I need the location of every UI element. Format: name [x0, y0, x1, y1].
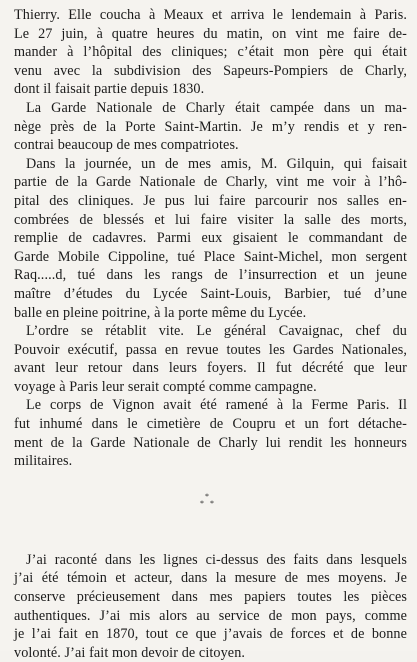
- paragraph-1: [14, 6, 407, 99]
- paragraph-6: [14, 551, 407, 662]
- text-line: remplie de cadavres. Parmi eux gisaient le commandant de: [14, 230, 407, 247]
- text-line: combrées de blessés et lui faire visiter la salle des morts,: [14, 211, 407, 228]
- text-line: avant leur retour dans leurs foyers. Il fut décrété que leur: [14, 360, 407, 377]
- text-line: Dans la journée, un de mes amis, M. Gilquin, qui faisait: [26, 155, 407, 172]
- text-line: contrai beaucoup de mes compatriotes.: [14, 137, 239, 154]
- text-line: Pouvoir exécutif, passa en revue toutes les Gardes Nationales,: [14, 341, 407, 358]
- text-line: Thierry. Elle coucha à Meaux et arriva le lendemain à Paris.: [14, 7, 407, 23]
- text-line: balle en pleine poitrine, à la porte même du Lycée.: [14, 304, 307, 321]
- text-line: ment de la Garde Nationale de Charly lui rendit les honneurs: [14, 434, 407, 451]
- text-line: La Garde Nationale de Charly était campée dans un ma-: [26, 99, 407, 116]
- paragraph-2: [14, 99, 407, 155]
- text-line: pital des cliniques. Je pus lui faire parcourir nos salles en-: [14, 192, 407, 209]
- text-line: mander à l’hôpital des cliniques; c’était mon père qui était: [14, 44, 407, 61]
- document-body: [14, 6, 407, 662]
- text-line: Raq.....d, tué dans les rangs de l’insurrection et un jeune: [14, 267, 407, 284]
- text-line: volonté. J’ai fait mon devoir de citoyen.: [14, 644, 246, 661]
- text-line: J’ai raconté dans les lignes ci-dessus des faits dans lesquels: [26, 551, 407, 568]
- text-line: partie de la Garde Nationale de Charly, vint me voir à l’hô-: [14, 174, 407, 191]
- text-line: j’ai été témoin et acteur, dans la mesure de mes moyens. Je: [14, 570, 407, 587]
- text-line: Le corps de Vignon avait été ramené à la Ferme Paris. Il: [26, 397, 407, 414]
- paragraph-3: [14, 155, 407, 322]
- text-line: venu avec la subdivision des Sapeurs-Pompiers de Charly,: [14, 62, 407, 79]
- paragraph-5: [14, 396, 407, 470]
- text-line: fut inhumé dans le cimetière de Coupru et un fort détache-: [14, 416, 407, 433]
- asterisk-icon: *: [210, 498, 214, 508]
- asterisk-icon: *: [205, 491, 209, 501]
- text-line: voyage à Paris leur serait compté comme campagne.: [14, 378, 317, 395]
- text-line: nège près de la Porte Saint-Martin. Je m’y rendis et y ren-: [14, 118, 407, 135]
- text-line: dont il faisait partie depuis 1830.: [14, 81, 205, 98]
- text-line: je l’ai fait en 1870, tout ce que j’avais de forces et de bonne: [14, 626, 407, 643]
- asterisk-icon: *: [200, 498, 204, 508]
- paragraph-4: [14, 322, 407, 396]
- text-line: militaires.: [14, 453, 73, 470]
- text-line: Le 27 juin, à quatre heures du matin, on vint me faire de-: [14, 25, 407, 42]
- text-line: maître d’études du Lycée Saint-Louis, Barbier, tué d’une: [14, 285, 407, 302]
- text-line: authentiques. J’ai mis alors au service de mon pays, comme: [14, 607, 407, 624]
- text-line: L’ordre se rétablit vite. Le général Cavaignac, chef du: [26, 323, 407, 340]
- section-ornament: [14, 493, 407, 515]
- text-line: Garde Mobile Cippoline, tué Place Saint-Michel, mon sergent: [14, 248, 407, 265]
- text-line: conserve précieusement dans mes papiers toutes les pièces: [14, 589, 407, 606]
